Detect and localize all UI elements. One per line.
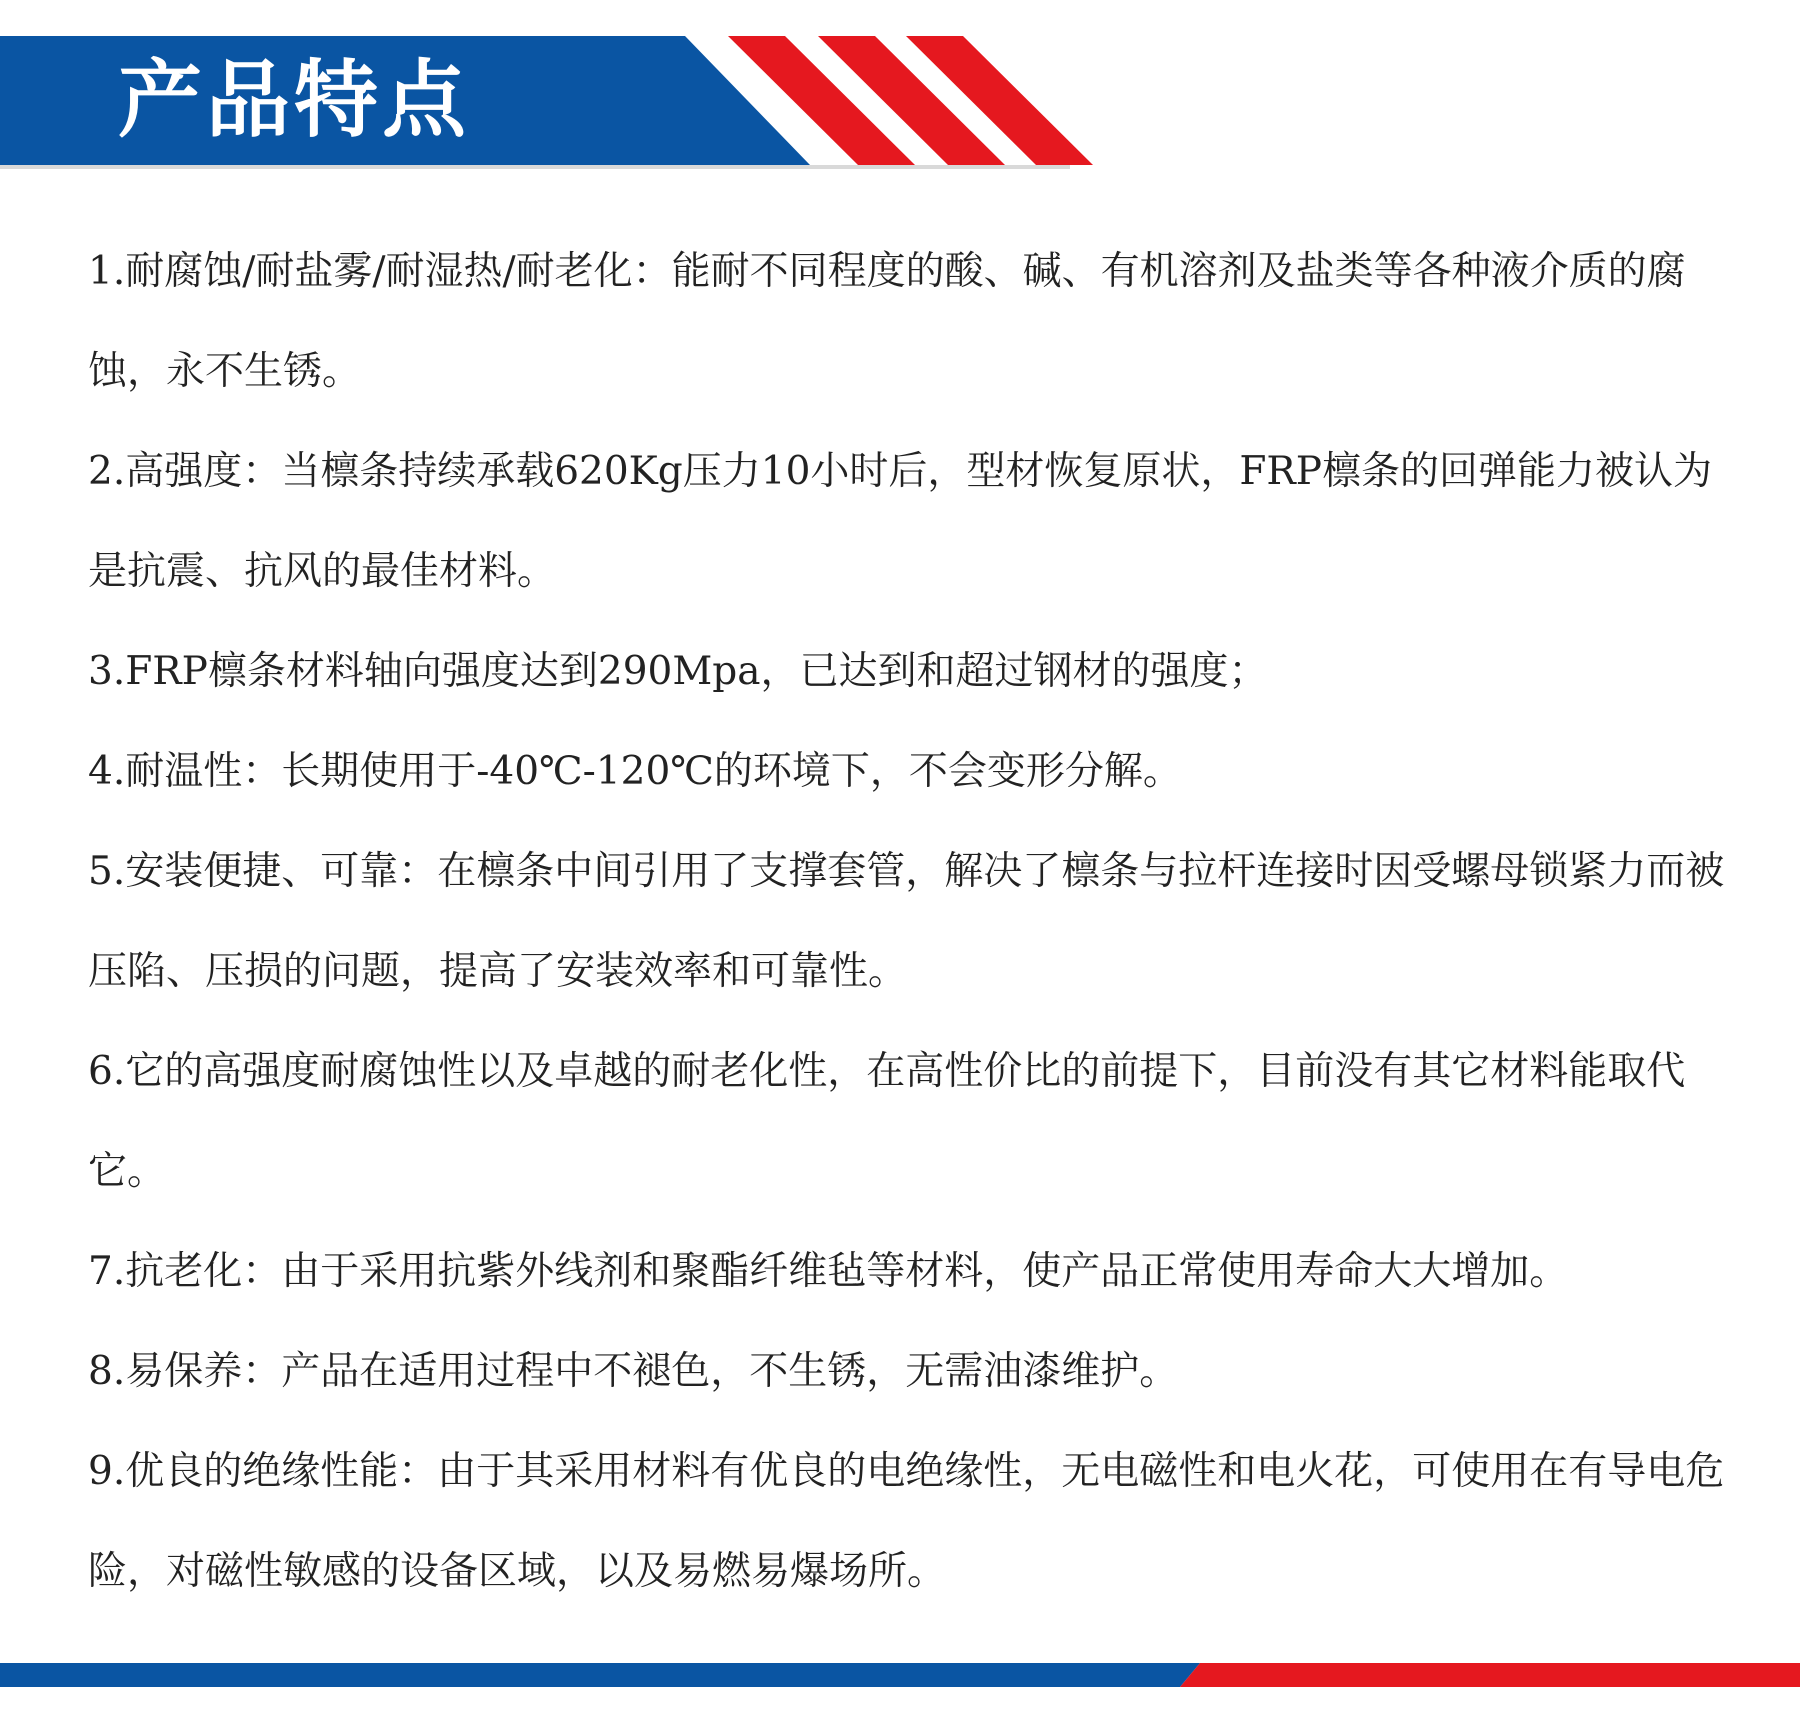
footer-red-segment	[1180, 1663, 1800, 1687]
footer-bar	[0, 1663, 1800, 1687]
feature-list	[88, 222, 1738, 1622]
feature-item-8: 8.易保养：产品在适用过程中不褪色，不生锈，无需油漆维护。	[88, 1349, 1179, 1394]
page-title: 产品特点	[118, 50, 471, 149]
feature-item-9: 9.优良的绝缘性能：由于其采用材料有优良的电绝缘性，无电磁性和电火花，可使用在有导电危险，对磁性敏感的设备区域，以及易燃易爆场所。	[88, 1449, 1725, 1594]
feature-item-1: 1.耐腐蚀/耐盐雾/耐湿热/耐老化：能耐不同程度的酸、碱、有机溶剂及盐类等各种液介质的腐蚀，永不生锈。	[88, 249, 1686, 394]
feature-item-4: 4.耐温性：长期使用于-40℃-120℃的环境下，不会变形分解。	[88, 749, 1182, 794]
header-banner	[0, 0, 1800, 170]
feature-item-5: 5.安装便捷、可靠：在檩条中间引用了支撑套管，解决了檩条与拉杆连接时因受螺母锁紧力而被压陷、压损的问题，提高了安装效率和可靠性。	[88, 849, 1725, 994]
footer-blue-segment	[0, 1663, 1200, 1687]
feature-item-2: 2.高强度：当檩条持续承载620Kg压力10小时后，型材恢复原状，FRP檩条的回弹能力被认为是抗震、抗风的最佳材料。	[88, 449, 1713, 594]
feature-item-7: 7.抗老化：由于采用抗紫外线剂和聚酯纤维毡等材料，使产品正常使用寿命大大增加。	[88, 1249, 1569, 1294]
footer-bar-graphic	[0, 1663, 1800, 1687]
feature-item-3: 3.FRP檩条材料轴向强度达到290Mpa，已达到和超过钢材的强度；	[88, 649, 1268, 694]
feature-item-6: 6.它的高强度耐腐蚀性以及卓越的耐老化性，在高性价比的前提下，目前没有其它材料能取代它。	[88, 1049, 1686, 1194]
banner-shadow-line	[0, 165, 1070, 169]
